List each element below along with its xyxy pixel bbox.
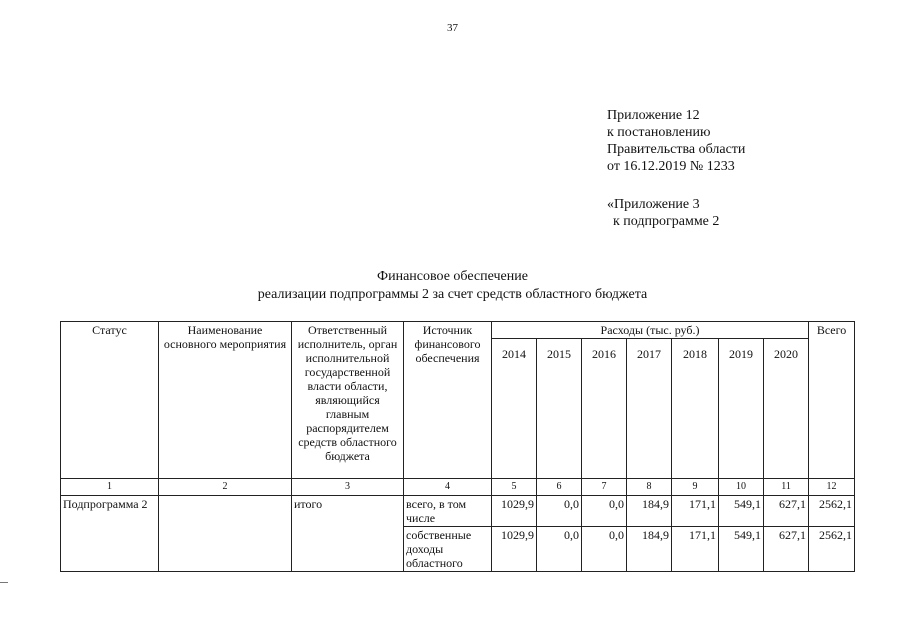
document-title: Финансовое обеспечение [377, 269, 528, 284]
appendix-line: «Приложение 3 [607, 197, 700, 212]
page-number: 37 [447, 22, 458, 34]
year-header: 2015 [537, 339, 582, 479]
executor-cell: итого [292, 496, 404, 572]
column-number: 6 [537, 479, 582, 496]
header-status: Статус [61, 322, 159, 479]
value-cell: 1029,9 [492, 527, 537, 572]
financing-table [60, 321, 855, 572]
header-total: Всего [809, 322, 855, 479]
year-header: 2020 [764, 339, 809, 479]
appendix-reference [607, 107, 745, 175]
value-cell: 627,1 [764, 527, 809, 572]
column-number: 7 [582, 479, 627, 496]
appendix-line: Приложение 12 [607, 108, 700, 123]
year-header: 2016 [582, 339, 627, 479]
document-subtitle: реализации подпрограммы 2 за счет средств областного бюджета [257, 287, 648, 302]
value-cell: 0,0 [582, 527, 627, 572]
header-executor: Ответственный исполнитель, орган исполнительной государственной власти области, являющийся главным распорядителем средств областного бюджета [292, 322, 404, 479]
header-expenses: Расходы (тыс. руб.) [492, 322, 809, 339]
column-number: 9 [672, 479, 719, 496]
column-number: 10 [719, 479, 764, 496]
column-number: 5 [492, 479, 537, 496]
year-header: 2018 [672, 339, 719, 479]
appendix-subprogram-reference [607, 196, 719, 230]
year-header: 2014 [492, 339, 537, 479]
source-cell: собственные доходы областного [404, 527, 492, 572]
value-cell: 184,9 [627, 496, 672, 527]
column-number: 8 [627, 479, 672, 496]
value-cell: 171,1 [672, 527, 719, 572]
value-cell: 0,0 [582, 496, 627, 527]
column-number: 4 [404, 479, 492, 496]
value-cell: 549,1 [719, 527, 764, 572]
value-cell: 184,9 [627, 527, 672, 572]
header-row [61, 322, 855, 339]
year-header: 2019 [719, 339, 764, 479]
measure-cell [159, 496, 292, 572]
total-cell: 2562,1 [809, 527, 855, 572]
appendix-line: к постановлению [607, 125, 711, 140]
status-cell: Подпрограмма 2 [61, 496, 159, 572]
value-cell: 0,0 [537, 527, 582, 572]
column-number-row [61, 479, 855, 496]
column-number: 12 [809, 479, 855, 496]
value-cell: 171,1 [672, 496, 719, 527]
header-measure: Наименование основного мероприятия [159, 322, 292, 479]
column-number: 3 [292, 479, 404, 496]
year-header: 2017 [627, 339, 672, 479]
header-source: Источник финансового обеспечения [404, 322, 492, 479]
appendix-line: Правительства области [607, 142, 746, 157]
appendix-line: к подпрограмме 2 [613, 214, 720, 229]
table-row [61, 496, 855, 527]
total-cell: 2562,1 [809, 496, 855, 527]
value-cell: 0,0 [537, 496, 582, 527]
column-number: 1 [61, 479, 159, 496]
source-cell: всего, в том числе [404, 496, 492, 527]
value-cell: 627,1 [764, 496, 809, 527]
value-cell: 1029,9 [492, 496, 537, 527]
scan-margin-mark [0, 582, 8, 583]
appendix-line: от 16.12.2019 № 1233 [607, 159, 735, 174]
column-number: 11 [764, 479, 809, 496]
column-number: 2 [159, 479, 292, 496]
value-cell: 549,1 [719, 496, 764, 527]
